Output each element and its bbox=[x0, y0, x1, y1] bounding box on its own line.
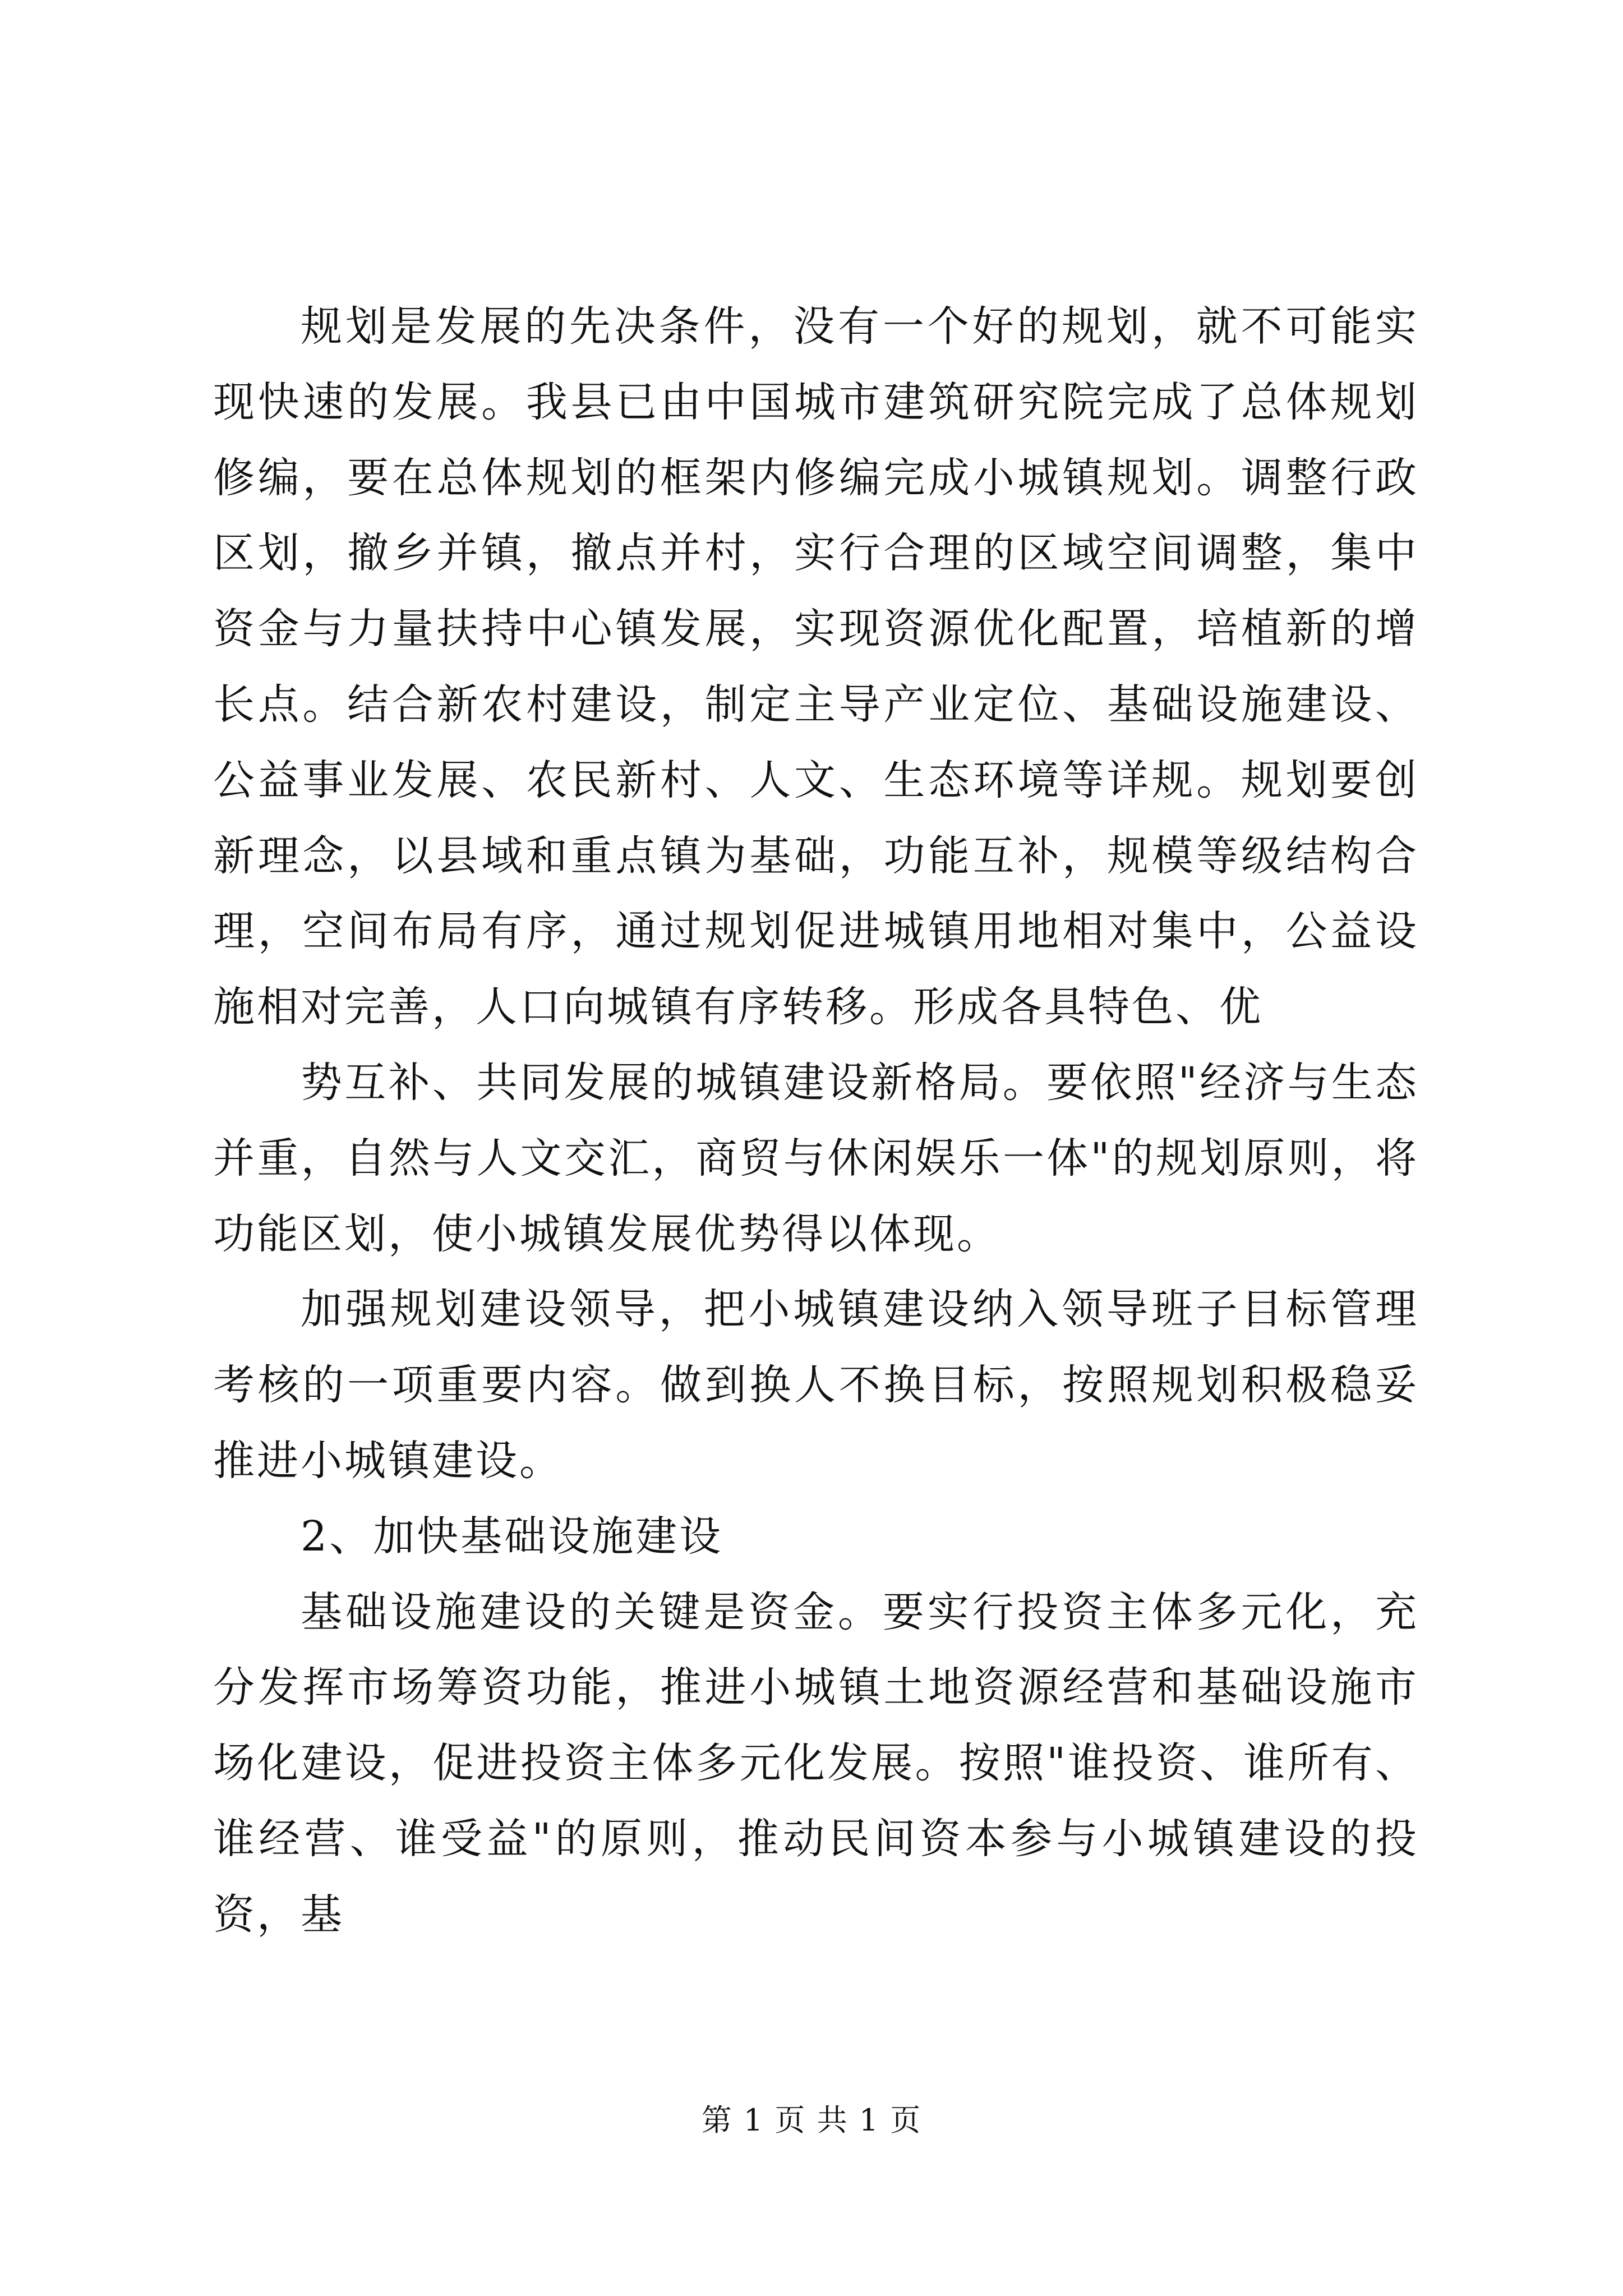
paragraph-complementary-advantages: 势互补、共同发展的城镇建设新格局。要依照"经济与生态并重，自然与人文交汇，商贸与休闲娱乐一体"的规划原则，将功能区划，使小城镇发展优势得以体现。 bbox=[213, 1058, 1419, 1258]
section-heading-infrastructure: 2、加快基础设施建设 bbox=[301, 1512, 723, 1561]
paragraph-infrastructure-funding: 基础设施建设的关键是资金。要实行投资主体多元化，充分发挥市场筹资功能，推进小城镇土地资源经营和基础设施市场化建设，促进投资主体多元化发展。按照"谁投资、谁所有、谁经营、谁受益"的原则，推动民间资本参与小城镇建设的投资，基 bbox=[213, 1588, 1419, 1939]
page-footer: 第 1 页 共 1 页 bbox=[701, 2102, 922, 2138]
document-body bbox=[213, 289, 1419, 1953]
paragraph-planning: 规划是发展的先决条件，没有一个好的规划，就不可能实现快速的发展。我县已由中国城市建筑研究院完成了总体规划修编，要在总体规划的框架内修编完成小城镇规划。调整行政区划，撤乡并镇，撤点并村，实行合理的区域空间调整，集中资金与力量扶持中心镇发展，实现资源优化配置，培植新的增长点。结合新农村建设，制定主导产业定位、基础设施建设、公益事业发展、农民新村、人文、生态环境等详规。规划要创新理念，以县域和重点镇为基础，功能互补，规模等级结构合理，空间布局有序，通过规划促进城镇用地相对集中，公益设施相对完善，人口向城镇有序转移。形成各具特色、优 bbox=[213, 302, 1419, 1032]
paragraph-leadership: 加强规划建设领导，把小城镇建设纳入领导班子目标管理考核的一项重要内容。做到换人不换目标，按照规划积极稳妥推进小城镇建设。 bbox=[213, 1285, 1419, 1485]
